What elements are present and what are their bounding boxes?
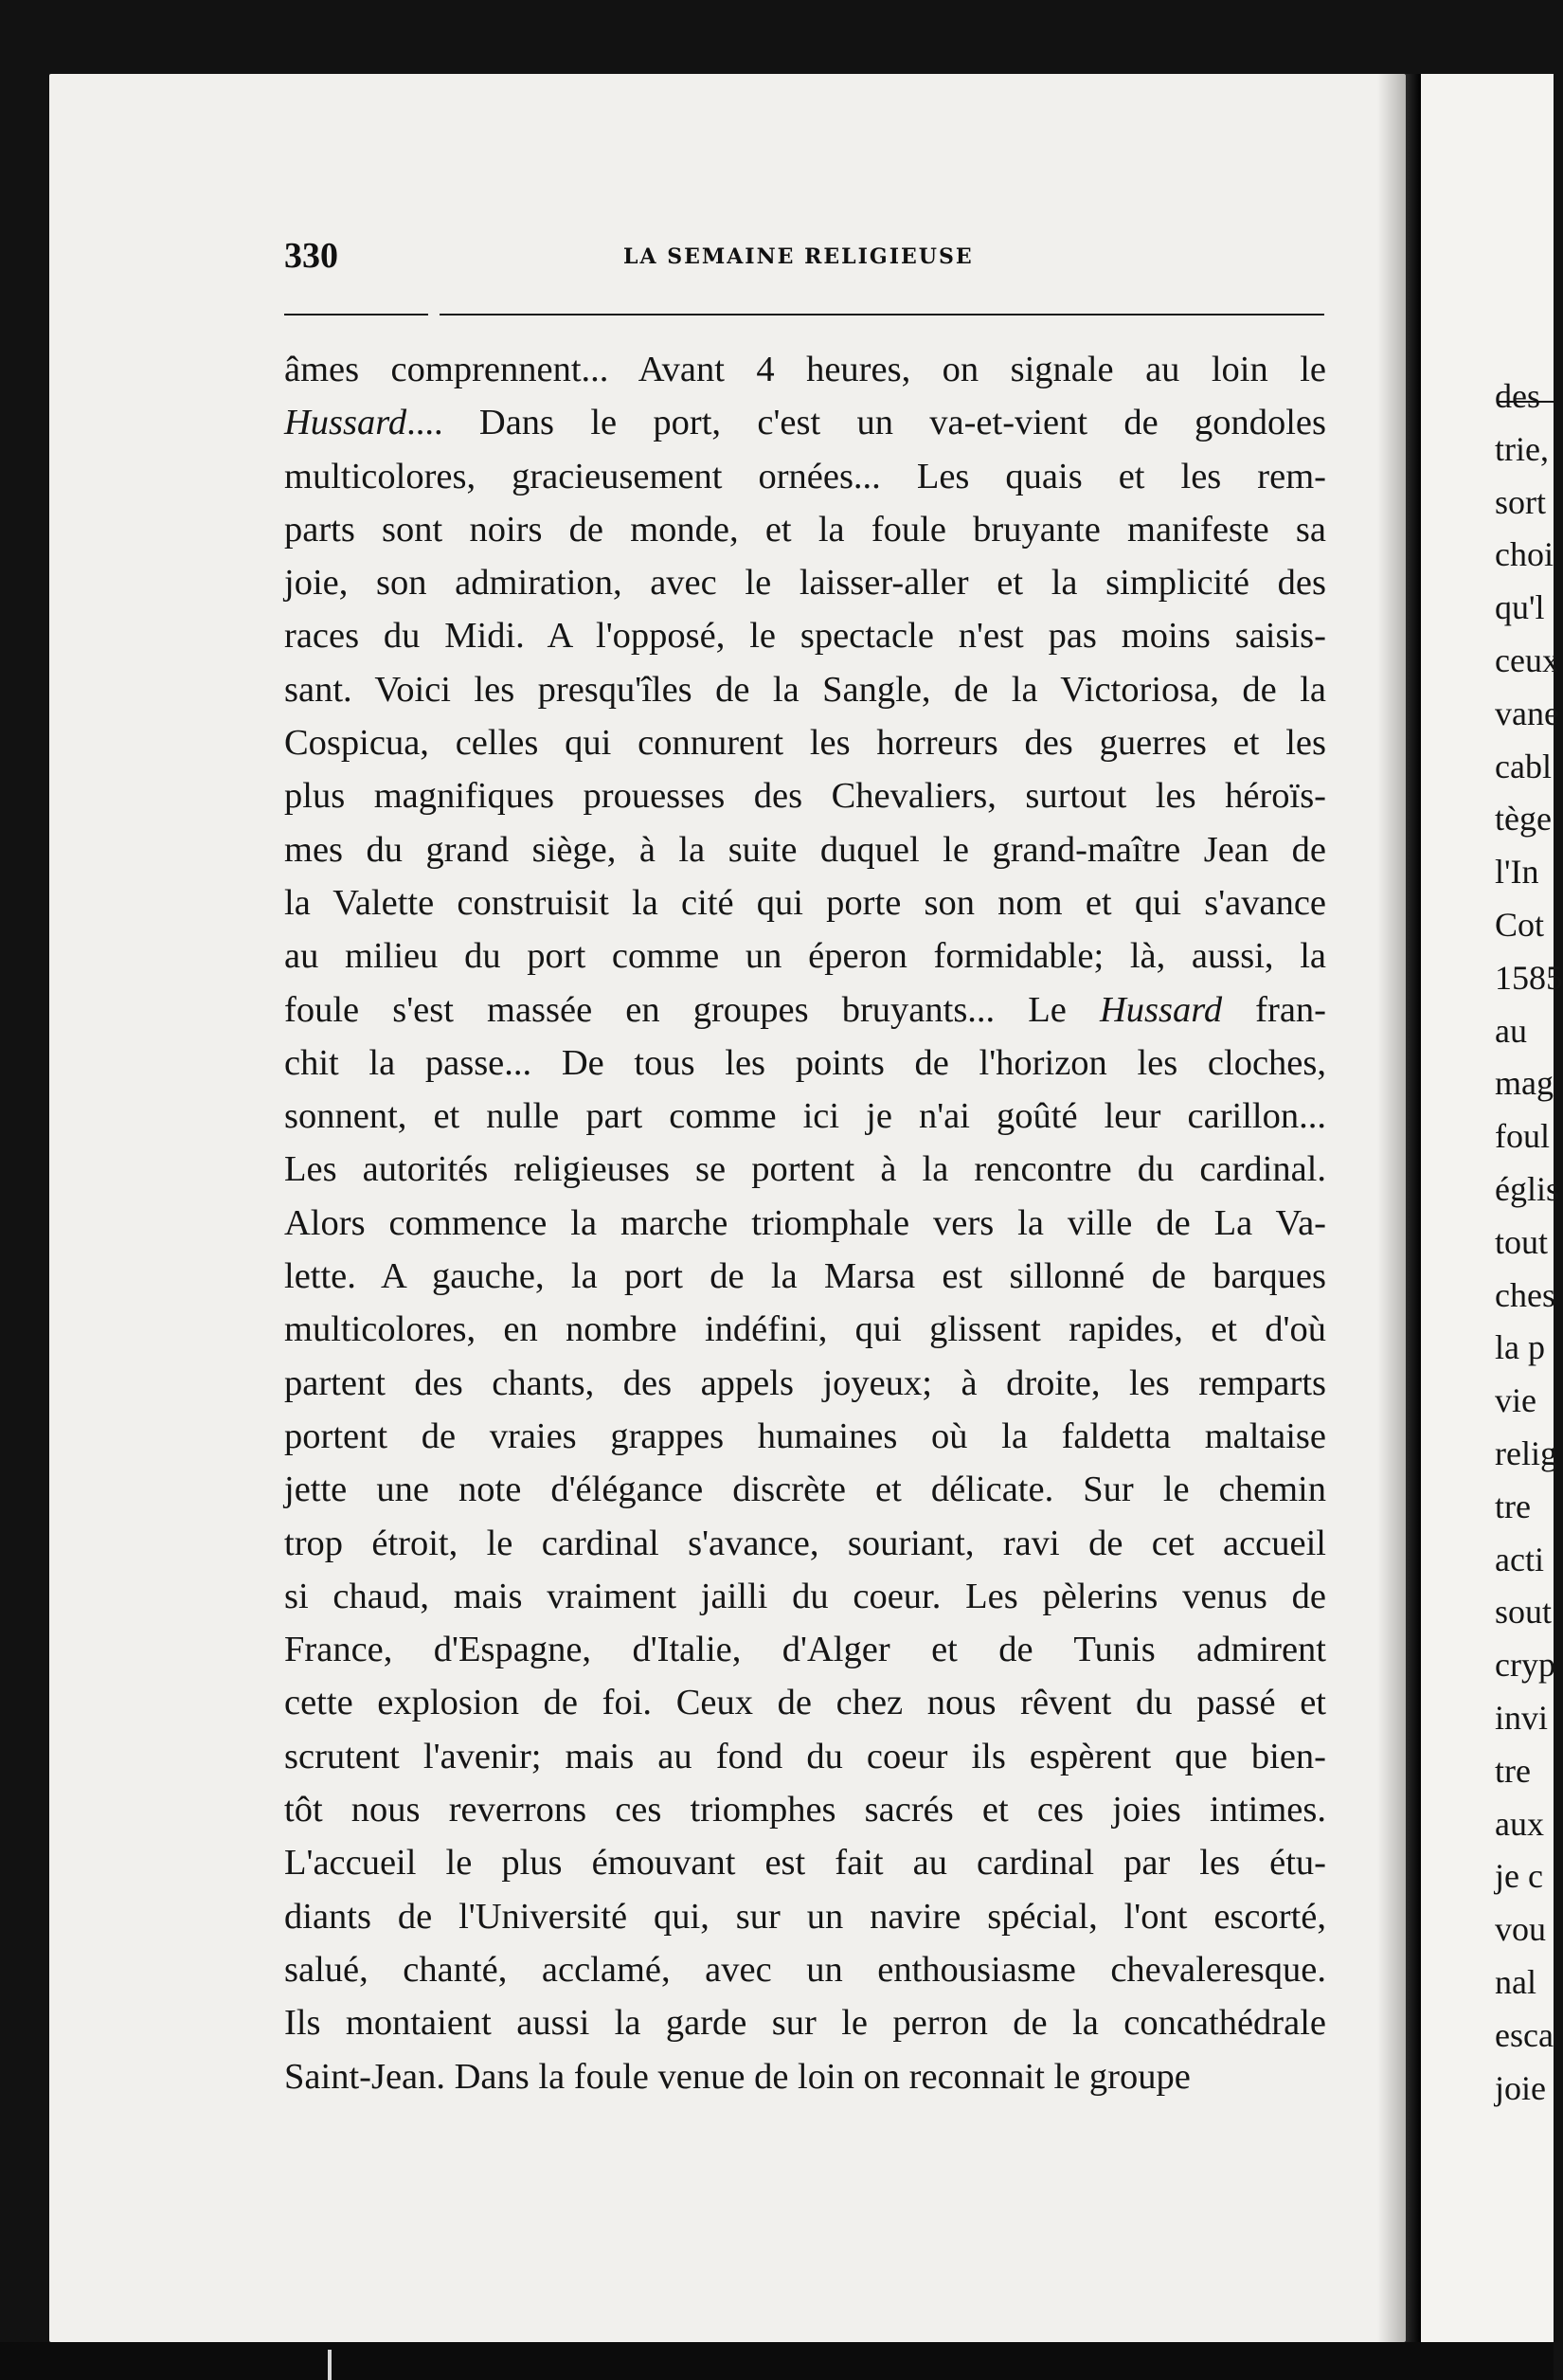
next-page-line: tège	[1495, 800, 1552, 838]
text-line: France, d'Espagne, d'Italie, d'Alger et de Tunis admirent	[284, 1630, 1326, 1670]
next-page-line: trie,	[1495, 429, 1549, 468]
next-page-line: vie	[1495, 1381, 1536, 1420]
page-header	[284, 235, 1324, 292]
next-page-line: choi	[1495, 535, 1554, 574]
next-page-line: nal	[1495, 1962, 1536, 2001]
next-page-line: Cot	[1495, 905, 1545, 944]
text-line: multicolores, gracieusement ornées... Les quais et les rem-	[284, 456, 1326, 496]
next-page-line: mag	[1495, 1064, 1554, 1103]
text-line: foule s'est massée en groupes bruyants... Le Hussard fran-	[284, 989, 1326, 1030]
next-page-line: 1585	[1495, 958, 1563, 997]
next-page-fragment	[1421, 74, 1563, 2342]
next-page-line: vane	[1495, 694, 1559, 732]
text-line: Saint-Jean. Dans la foule venue de loin on reconnait le groupe	[284, 2056, 1191, 2097]
next-page-line: relig	[1495, 1433, 1557, 1472]
text-line: chit la passe... De tous les points de l'horizon les cloches,	[284, 1042, 1326, 1083]
text-line: lette. A gauche, la port de la Marsa est sillonné de barques	[284, 1256, 1326, 1297]
text-line: parts sont noirs de monde, et la foule bruyante manifeste sa	[284, 509, 1326, 550]
next-page-line: ches	[1495, 1275, 1555, 1314]
next-page-line: des	[1495, 377, 1540, 415]
text-line: cette explosion de foi. Ceux de chez nous rêvent du passé et	[284, 1683, 1326, 1723]
next-page-text	[1495, 370, 1563, 2115]
text-line: joie, son admiration, avec le laisser-aller et la simplicité des	[284, 563, 1326, 604]
next-page-line: je c	[1495, 1857, 1543, 1896]
next-page-line: cryp	[1495, 1646, 1555, 1685]
text-line: L'accueil le plus émouvant est fait au cardinal par les étu-	[284, 1843, 1326, 1884]
text-line: âmes comprennent... Avant 4 heures, on signale au loin le	[284, 350, 1326, 389]
next-page-line: tre	[1495, 1751, 1531, 1790]
next-page-line: ceux	[1495, 640, 1559, 679]
page-number: 330	[284, 236, 338, 276]
italic-word: Hussard	[1100, 989, 1223, 1030]
text-line: partent des chants, des appels joyeux; à droite, les remparts	[284, 1362, 1326, 1403]
text-line: Cospicua, celles qui connurent les horreurs des guerres et les	[284, 723, 1326, 764]
scan-artifact	[328, 2350, 332, 2380]
text-line: sant. Voici les presqu'îles de la Sangle, de la Victoriosa, de la	[284, 669, 1326, 710]
page-edge-shadow	[1377, 74, 1406, 2342]
text-line: si chaud, mais vraiment jailli du coeur. Les pèlerins venus de	[284, 1576, 1326, 1616]
text-line: sonnent, et nulle part comme ici je n'ai goûté leur carillon...	[284, 1096, 1326, 1137]
text-line: au milieu du port comme un éperon formidable; là, aussi, la	[284, 936, 1326, 977]
text-line: salué, chanté, acclamé, avec un enthousiasme chevaleresque.	[284, 1949, 1326, 1990]
header-rule-main	[440, 314, 1324, 316]
text-line: multicolores, en nombre indéfini, qui glissent rapides, et d'où	[284, 1309, 1326, 1350]
next-page-line: qu'l	[1495, 588, 1545, 627]
text-line: Ils montaient aussi la garde sur le perron de la concathédrale	[284, 2003, 1326, 2044]
text-line: jette une note d'élégance discrète et délicate. Sur le chemin	[284, 1469, 1326, 1510]
text-line: plus magnifiques prouesses des Chevaliers, surtout les héroïs-	[284, 776, 1326, 817]
next-page-line: aux	[1495, 1804, 1544, 1843]
body-text	[284, 343, 1326, 2103]
text-line: scrutent l'avenir; mais au fond du coeur ils espèrent que bien-	[284, 1736, 1326, 1776]
next-page-line: l'In	[1495, 853, 1539, 892]
text-line: diants de l'Université qui, sur un navire spécial, l'ont escorté,	[284, 1896, 1326, 1937]
text-line: mes du grand siège, à la suite duquel le grand-maître Jean de	[284, 829, 1326, 870]
text-line: races du Midi. A l'opposé, le spectacle n'est pas moins saisis-	[284, 616, 1326, 657]
book-gutter	[1406, 74, 1421, 2342]
italic-word: Hussard	[284, 403, 407, 443]
next-page-line: tout	[1495, 1222, 1549, 1261]
next-page-line: foul	[1495, 1117, 1550, 1156]
text-line: trop étroit, le cardinal s'avance, souriant, ravi de cet accueil	[284, 1523, 1326, 1563]
next-page-line: la p	[1495, 1328, 1545, 1367]
next-page-line: églis	[1495, 1169, 1559, 1208]
next-page-line: sout	[1495, 1593, 1553, 1632]
next-page-line: vou	[1495, 1910, 1546, 1949]
running-title: LA SEMAINE RELIGIEUSE	[623, 244, 974, 269]
text-line: Hussard.... Dans le port, c'est un va-et-vient de gondoles	[284, 403, 1326, 443]
next-page-line: sort	[1495, 482, 1546, 521]
next-page-line: cabl	[1495, 747, 1552, 785]
text-line: Alors commence la marche triomphale vers la ville de La Va-	[284, 1202, 1326, 1243]
text-line: la Valette construisit la cité qui porte son nom et qui s'avance	[284, 882, 1326, 923]
text-line: Les autorités religieuses se portent à la rencontre du cardinal.	[284, 1149, 1326, 1190]
next-page-line: joie	[1495, 2068, 1546, 2107]
header-rule-left	[284, 314, 428, 316]
text-line: tôt nous reverrons ces triomphes sacrés et ces joies intimes.	[284, 1790, 1326, 1830]
text-line: portent de vraies grappes humaines où la faldetta maltaise	[284, 1415, 1326, 1456]
next-page-line: esca	[1495, 2015, 1554, 2054]
next-page-line: au	[1495, 1011, 1527, 1050]
next-page-line: tre	[1495, 1487, 1531, 1525]
next-page-line: acti	[1495, 1540, 1544, 1578]
scan-bottom-edge	[0, 2342, 1554, 2380]
next-page-line: invi	[1495, 1698, 1549, 1737]
